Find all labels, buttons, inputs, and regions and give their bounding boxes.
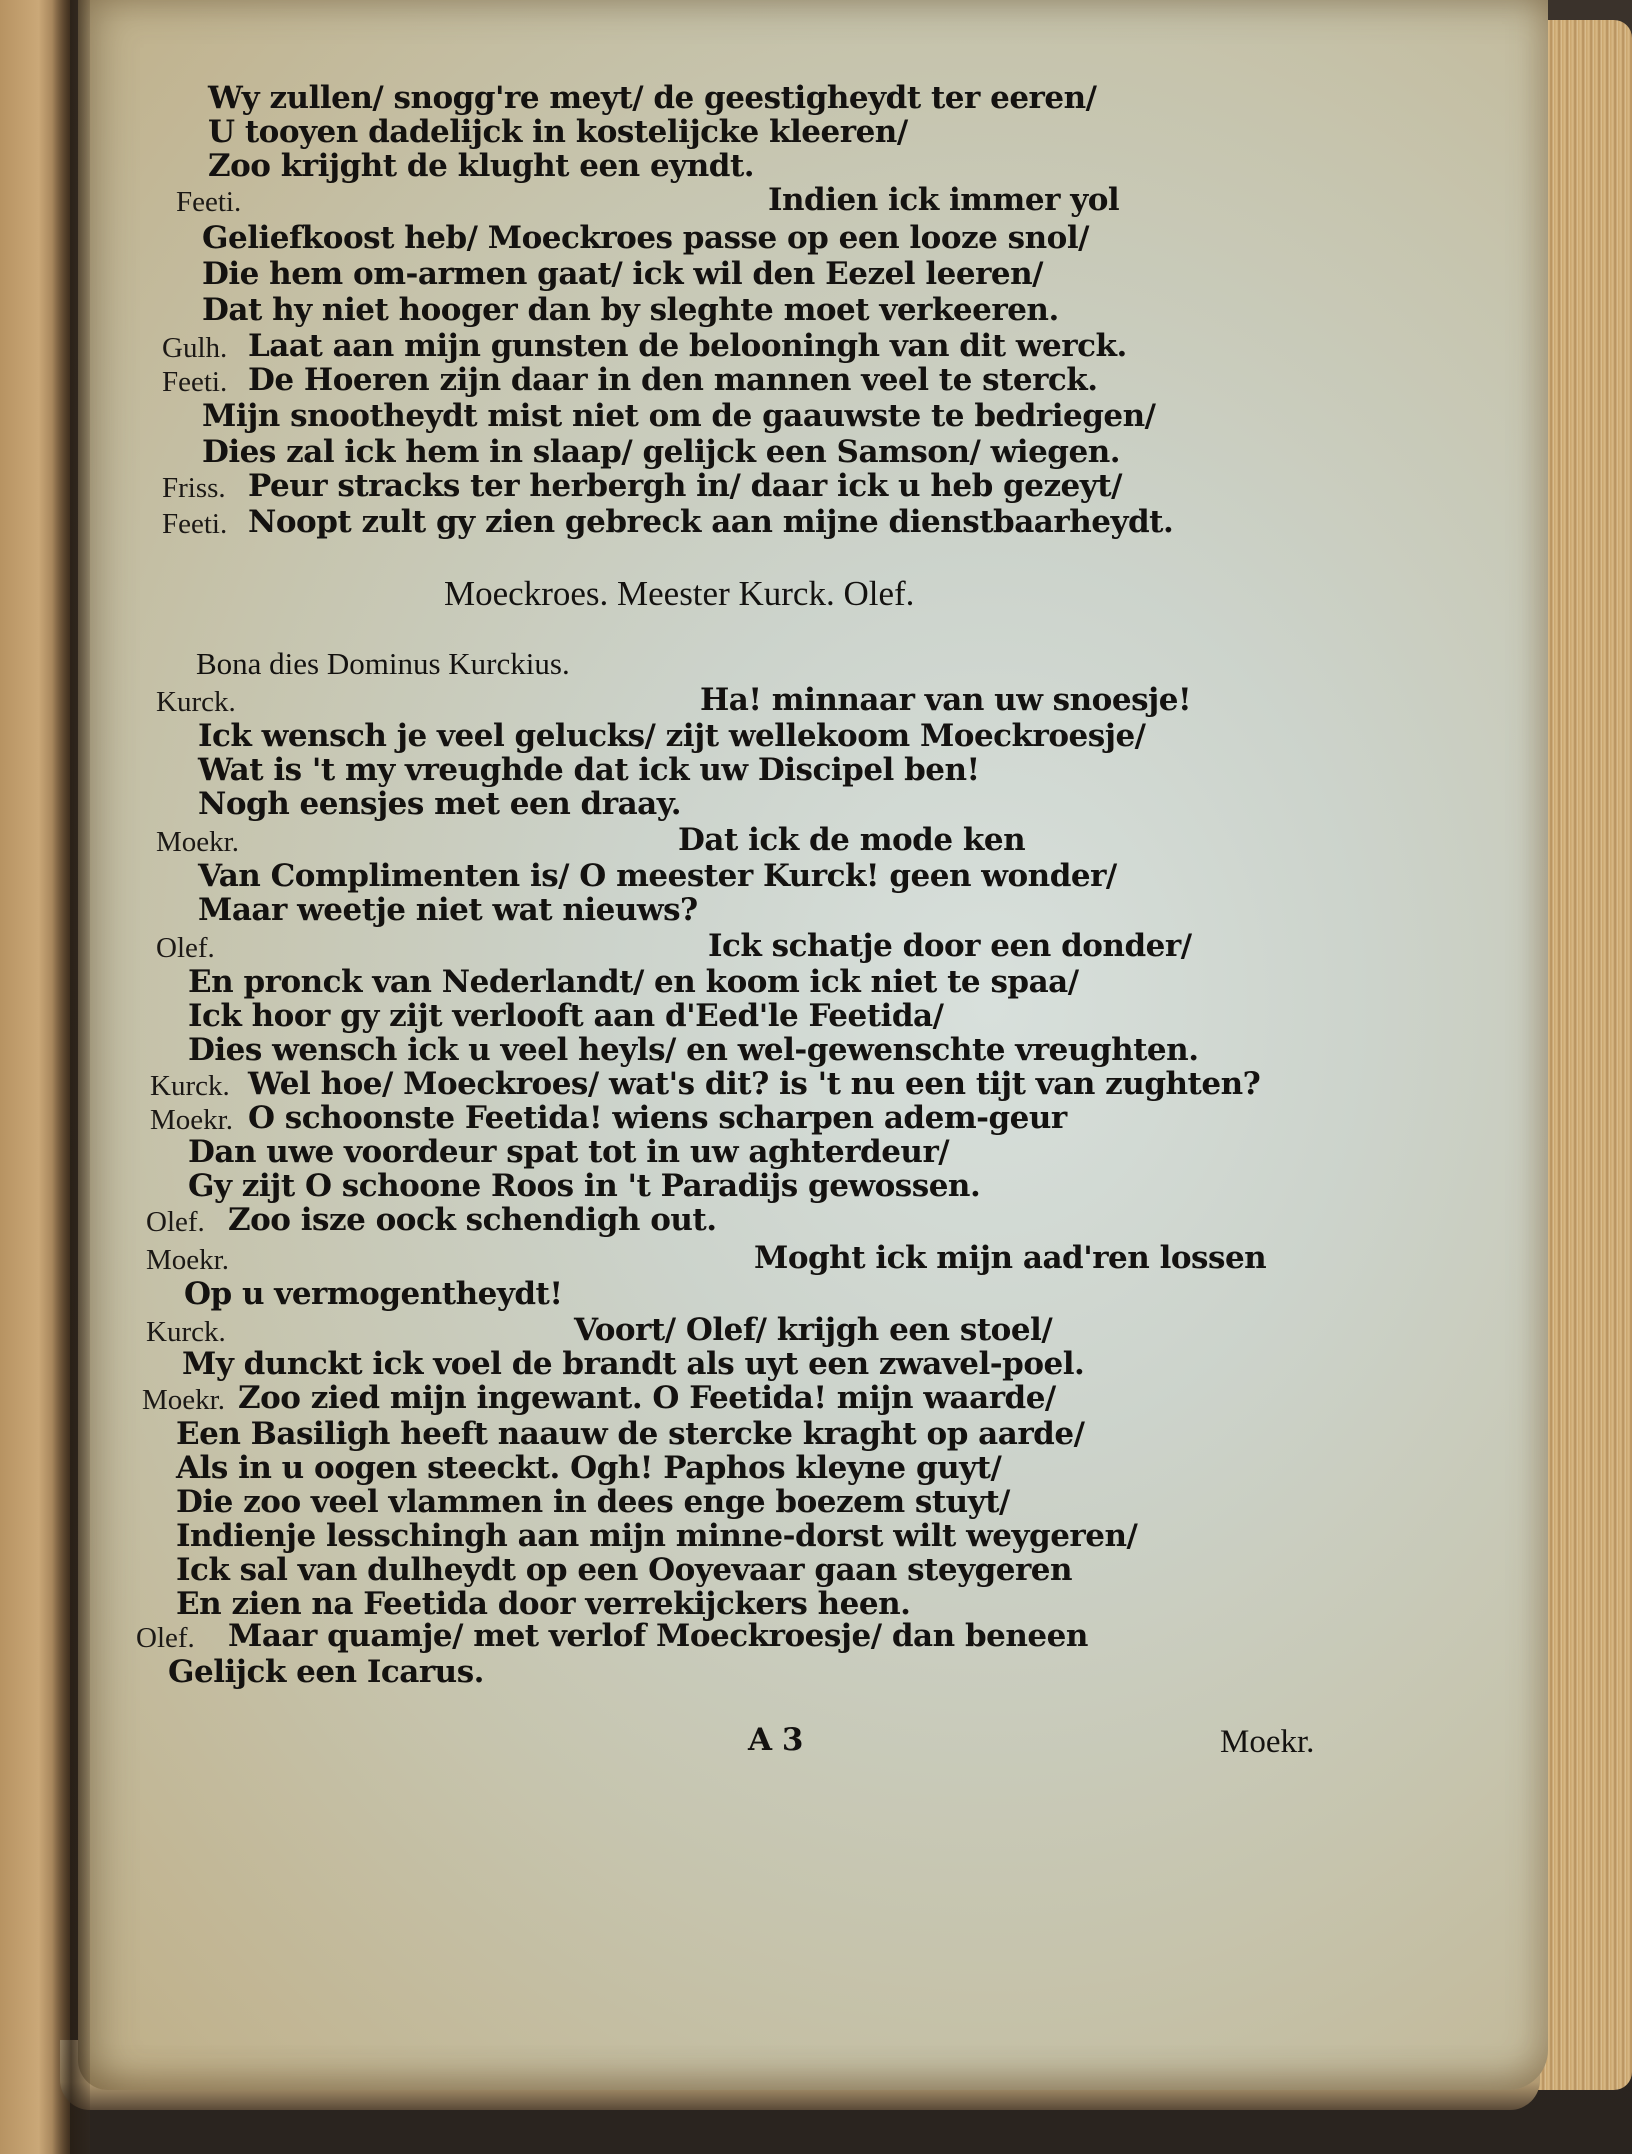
catchword: Moekr. (1220, 1724, 1315, 1760)
verse-line: Indienje lesschingh aan mijn minne-dorst wilt weygeren/ (176, 1518, 1138, 1554)
verse-line: Die hem om-armen gaat/ ick wil den Eezel leeren/ (202, 256, 1044, 292)
verse-line: Van Complimenten is/ O meester Kurck! geen wonder/ (198, 858, 1117, 894)
verse-line: Nogh eensjes met een draay. (198, 786, 681, 822)
verse-line: Dat ick de mode ken (678, 822, 1026, 858)
verse-line: Moght ick mijn aad'ren lossen (754, 1240, 1267, 1276)
verse-line: Dies wensch ick u veel heyls/ en wel-gewenschte vreughten. (188, 1032, 1199, 1068)
verse-line: Mijn snootheydt mist niet om de gaauwste te bedriegen/ (202, 398, 1156, 434)
verse-line: Wel hoe/ Moeckroes/ wat's dit? is 't nu een tijt van zughten? (248, 1066, 1261, 1102)
verse-line: En zien na Feetida door verrekijckers heen. (176, 1586, 911, 1622)
verse-line: Ick schatje door een donder/ (708, 928, 1192, 964)
verse-line: Bona dies Dominus Kurckius. (196, 646, 570, 681)
verse-line: Gy zijt O schoone Roos in 't Paradijs gewossen. (188, 1168, 981, 1204)
book-page (78, 0, 1548, 2090)
speaker-label: Kurck. (146, 1316, 226, 1348)
verse-line: En pronck van Nederlandt/ en koom ick niet te spaa/ (188, 964, 1079, 1000)
speaker-label: Olef. (156, 932, 215, 964)
verse-line: Indien ick immer yol (768, 182, 1120, 218)
speaker-label: Moekr. (156, 826, 239, 858)
verse-line: Zoo zied mijn ingewant. O Feetida! mijn waarde/ (238, 1380, 1056, 1416)
speaker-label: Feeti. (162, 508, 228, 540)
verse-line: My dunckt ick voel de brandt als uyt een zwavel-poel. (182, 1346, 1085, 1382)
verse-line: De Hoeren zijn daar in den mannen veel te sterck. (248, 362, 1098, 398)
speaker-label: Olef. (136, 1622, 195, 1654)
verse-line: Dat hy niet hooger dan by sleghte moet verkeeren. (202, 292, 1059, 328)
verse-line: Geliefkoost heb/ Moeckroes passe op een looze snol/ (202, 220, 1089, 256)
speaker-label: Gulh. (162, 332, 228, 364)
verse-line: Maar weetje niet wat nieuws? (198, 892, 698, 928)
speaker-label: Olef. (146, 1206, 205, 1238)
verse-line: Voort/ Olef/ krijgh een stoel/ (574, 1312, 1053, 1348)
speaker-label: Kurck. (156, 686, 236, 718)
speaker-label: Feeti. (162, 366, 228, 398)
verse-line: Laat aan mijn gunsten de belooningh van dit werck. (248, 328, 1127, 364)
verse-line: Een Basiligh heeft naauw de stercke kraght op aarde/ (176, 1416, 1085, 1452)
speaker-label: Moekr. (146, 1244, 229, 1276)
verse-line: Noopt zult gy zien gebreck aan mijne dienstbaarheydt. (248, 504, 1174, 540)
speaker-label: Friss. (162, 472, 226, 504)
speaker-label: Kurck. (150, 1070, 230, 1102)
verse-line: Zoo krijght de klught een eyndt. (208, 148, 755, 184)
speaker-label: Moekr. (150, 1104, 233, 1136)
scene-heading: Moeckroes. Meester Kurck. Olef. (444, 574, 915, 613)
verse-line: Die zoo veel vlammen in dees enge boezem stuyt/ (176, 1484, 1010, 1520)
verse-line: U tooyen dadelijck in kostelijcke kleeren/ (208, 114, 908, 150)
verse-line: Ick sal van dulheydt op een Ooyevaar gaan steygeren (176, 1552, 1073, 1588)
page-text (78, 0, 1548, 2090)
verse-line: Maar quamje/ met verlof Moeckroesje/ dan beneen (228, 1618, 1088, 1654)
verse-line: Ick wensch je veel gelucks/ zijt wellekoom Moeckroesje/ (198, 718, 1146, 754)
verse-line: Zoo isze oock schendigh out. (228, 1202, 717, 1238)
speaker-label: Moekr. (142, 1384, 225, 1416)
verse-line: Gelijck een Icarus. (168, 1654, 484, 1690)
verse-line: Wy zullen/ snogg're meyt/ de geestigheydt ter eeren/ (208, 80, 1097, 116)
verse-line: Ha! minnaar van uw snoesje! (700, 682, 1192, 718)
verse-line: Op u vermogentheydt! (184, 1276, 563, 1312)
speaker-label: Feeti. (176, 186, 242, 218)
verse-line: Dan uwe voordeur spat tot in uw aghterdeur/ (188, 1134, 950, 1170)
verse-line: O schoonste Feetida! wiens scharpen adem-geur (248, 1100, 1067, 1136)
verse-line: Ick hoor gy zijt verlooft aan d'Eed'le Feetida/ (188, 998, 944, 1034)
verse-line: Peur stracks ter herbergh in/ daar ick u heb gezeyt/ (248, 468, 1122, 504)
verse-line: Wat is 't my vreughde dat ick uw Discipel ben! (198, 752, 980, 788)
book-gutter (52, 0, 90, 2154)
verse-line: Dies zal ick hem in slaap/ gelijck een Samson/ wiegen. (202, 434, 1121, 470)
signature-mark: A 3 (748, 1722, 803, 1758)
verse-line: Als in u oogen steeckt. Ogh! Paphos kleyne guyt/ (176, 1450, 1002, 1486)
